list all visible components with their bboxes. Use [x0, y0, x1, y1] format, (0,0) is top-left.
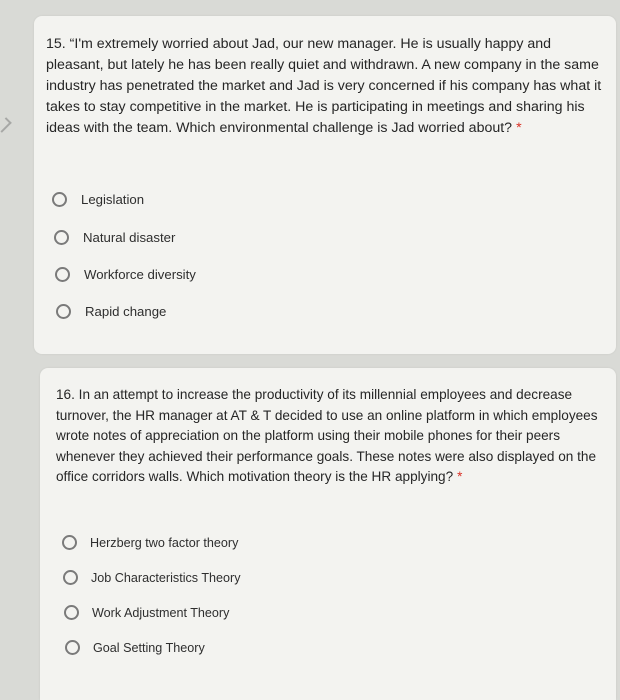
- option-job-characteristics[interactable]: [63, 570, 241, 585]
- radio-button-icon[interactable]: [52, 192, 67, 207]
- option-label: Legislation: [81, 192, 145, 207]
- option-label: Natural disaster: [83, 230, 176, 245]
- option-label: Herzberg two factor theory: [90, 535, 239, 550]
- edge-arrow-icon: [0, 117, 12, 133]
- radio-button-icon[interactable]: [56, 304, 71, 319]
- question-card-15: [34, 16, 616, 354]
- radio-button-icon[interactable]: [55, 267, 70, 282]
- radio-button-icon[interactable]: [64, 605, 79, 620]
- option-label: Work Adjustment Theory: [92, 605, 230, 620]
- question-text: 16. In an attempt to increase the productivity of its millennial employees and decrease turnover, the HR manager at AT & T decided to use an online platform in which employees wrote notes of appreciation on the platform using their mobile phones for their peers whenever they achieved their performance goals. These notes were also displayed on the office corridors walls. Which motivation theory is the HR applying? *: [56, 387, 598, 485]
- radio-button-icon[interactable]: [65, 640, 80, 655]
- option-herzberg-two-factor[interactable]: [62, 535, 238, 550]
- question-card-16: [40, 368, 616, 700]
- required-asterisk: *: [516, 120, 522, 136]
- option-goal-setting[interactable]: [65, 640, 205, 655]
- required-asterisk: *: [457, 469, 463, 485]
- option-label: Workforce diversity: [84, 267, 196, 282]
- radio-button-icon[interactable]: [63, 570, 78, 585]
- option-work-adjustment[interactable]: [64, 605, 229, 620]
- option-natural-disaster[interactable]: [54, 230, 175, 245]
- option-label: Job Characteristics Theory: [91, 570, 241, 585]
- option-label: Goal Setting Theory: [93, 640, 205, 655]
- option-rapid-change[interactable]: [56, 304, 166, 319]
- option-label: Rapid change: [85, 304, 167, 319]
- radio-button-icon[interactable]: [62, 535, 77, 550]
- option-workforce-diversity[interactable]: [55, 267, 196, 282]
- option-legislation[interactable]: [52, 192, 144, 207]
- question-text: 15. “I'm extremely worried about Jad, our new manager. He is usually happy and pleasant, but lately he has been really quiet and withdrawn. A new company in the same industry has penetrated the market and Jad is very concerned if his company has what it takes to stay competitive in the market. He is participating in meetings and sharing his ideas with the team. Which environmental challenge is Jad worried about? *: [46, 36, 602, 136]
- radio-button-icon[interactable]: [54, 230, 69, 245]
